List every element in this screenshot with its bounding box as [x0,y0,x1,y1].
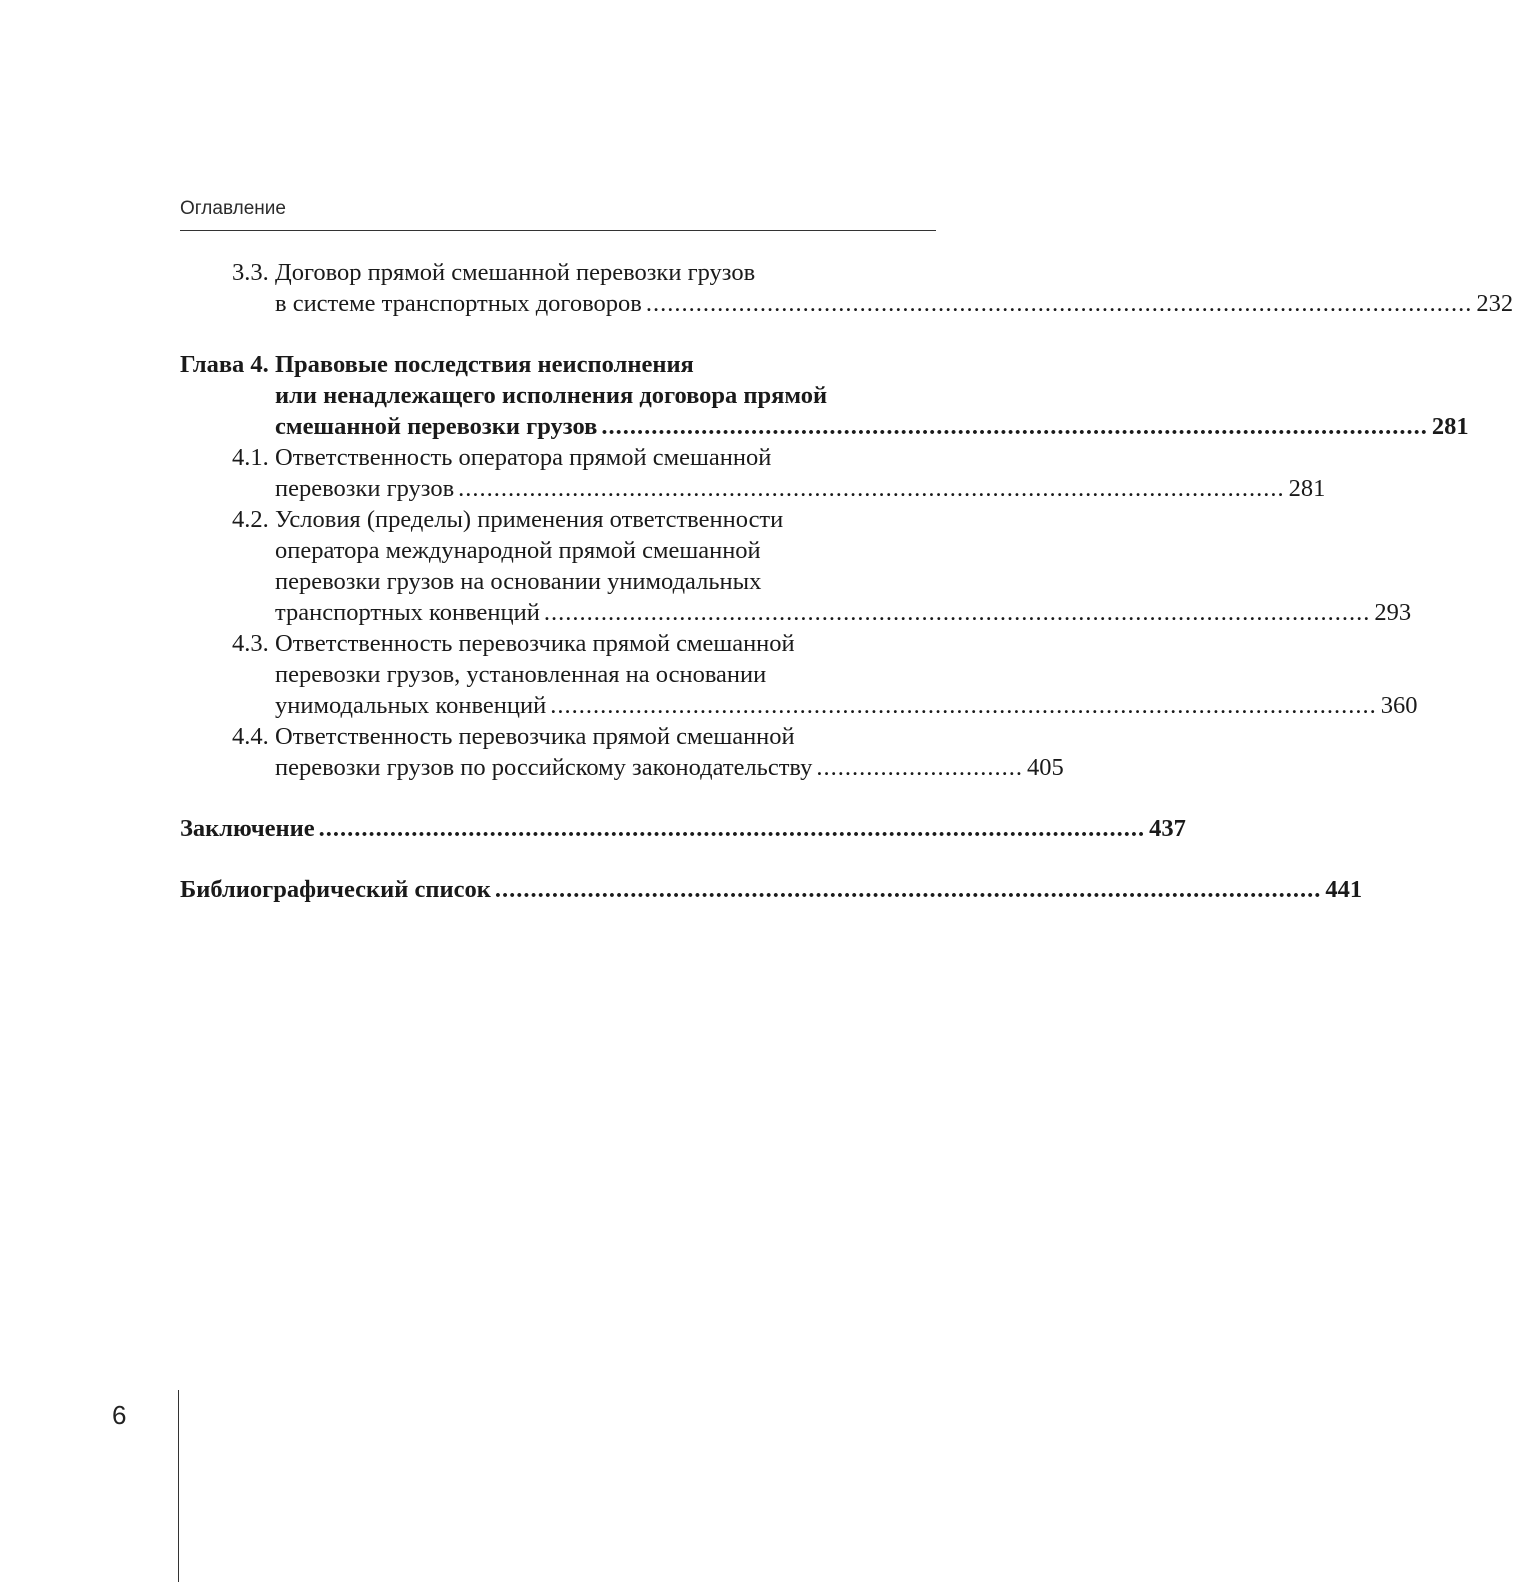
header-rule [180,230,936,231]
toc-entry-title: перевозки грузов [275,475,455,502]
toc-leader-dots: .................................................................................................................... [601,413,1428,440]
toc-leader-dots: .................................................................................................................... [543,599,1371,626]
toc-entry-line [180,411,1469,442]
toc-entry-line [180,566,936,597]
toc-entry-line [180,288,1513,319]
toc-chapter-title: или ненадлежащего исполнения договора прямой [275,382,828,409]
toc-entry-title: перевозки грузов по российскому законодательству [275,754,813,781]
toc-chapter-title: Правовые последствия неисполнения [275,351,694,378]
page-number: 6 [112,1400,127,1430]
toc-chapter-number: Глава 4. [180,351,269,378]
toc-entry-line [180,752,1064,783]
toc-entry-title: унимодальных конвенций [275,692,547,719]
toc-entry-4-4[interactable] [180,721,936,752]
toc-conclusion[interactable] [180,813,1186,844]
toc-page-number[interactable]: 293 [1374,599,1412,626]
toc-page-number[interactable]: 441 [1325,876,1363,903]
toc-leader-dots: .................................................................................................................... [550,692,1377,719]
toc-entry-4-3[interactable] [180,628,936,659]
toc-entry-4-1[interactable] [180,442,936,473]
toc-entry-title: в системе транспортных договоров [275,290,642,317]
toc-entry-title: Ответственность перевозчика прямой смешанной [275,630,795,657]
toc-entry-title: Условия (пределы) применения ответственности [275,506,784,533]
toc-leader-dots: ............................. [816,754,1024,781]
toc-chapter-title: смешанной перевозки грузов [275,413,598,440]
running-header: Оглавление [180,198,286,219]
toc-entry-line [180,473,1326,504]
toc-entry-number: 3.3. [232,259,269,286]
toc-bibliography-title: Библиографический список [180,876,491,903]
toc-page-number[interactable]: 232 [1476,290,1513,317]
toc-leader-dots: .................................................................................................................... [645,290,1473,317]
toc-entry-line [180,690,1418,721]
toc-entry-3-3[interactable] [180,257,936,288]
toc-entry-number: 4.1. [232,444,269,471]
toc-entry-4-2[interactable] [180,504,936,535]
toc-page-number[interactable]: 281 [1288,475,1326,502]
toc-entry-title: Ответственность перевозчика прямой смешанной [275,723,795,750]
toc-bibliography[interactable] [180,874,1363,905]
toc-page-number[interactable]: 405 [1027,754,1064,781]
toc-chapter-4[interactable] [180,349,936,380]
toc-leader-dots: .................................................................................................................... [458,475,1285,502]
toc-page-number[interactable]: 360 [1380,692,1418,719]
toc-entry-title: перевозки грузов на основании унимодальных [275,568,762,595]
folio-rule [178,1390,179,1582]
toc-entry-line [180,597,1412,628]
toc-page-number[interactable]: 437 [1149,815,1186,842]
toc-entry-number: 4.3. [232,630,269,657]
toc-entry-title: перевозки грузов, установленная на основании [275,661,767,688]
toc-conclusion-title: Заключение [180,815,315,842]
toc-entry-title: Договор прямой смешанной перевозки грузов [275,259,756,286]
toc-entry-title: Ответственность оператора прямой смешанной [275,444,772,471]
toc-page-number[interactable]: 281 [1431,413,1469,440]
toc-entry-line [180,659,936,690]
toc-entry-line [180,535,936,566]
table-of-contents [180,257,1513,905]
toc-entry-number: 4.2. [232,506,269,533]
toc-entry-title: оператора международной прямой смешанной [275,537,761,564]
toc-entry-number: 4.4. [232,723,269,750]
toc-leader-dots: .................................................................................................................... [318,815,1146,842]
toc-entry-title: транспортных конвенций [275,599,540,626]
toc-leader-dots: .................................................................................................................... [494,876,1322,903]
toc-entry-line [180,380,936,411]
